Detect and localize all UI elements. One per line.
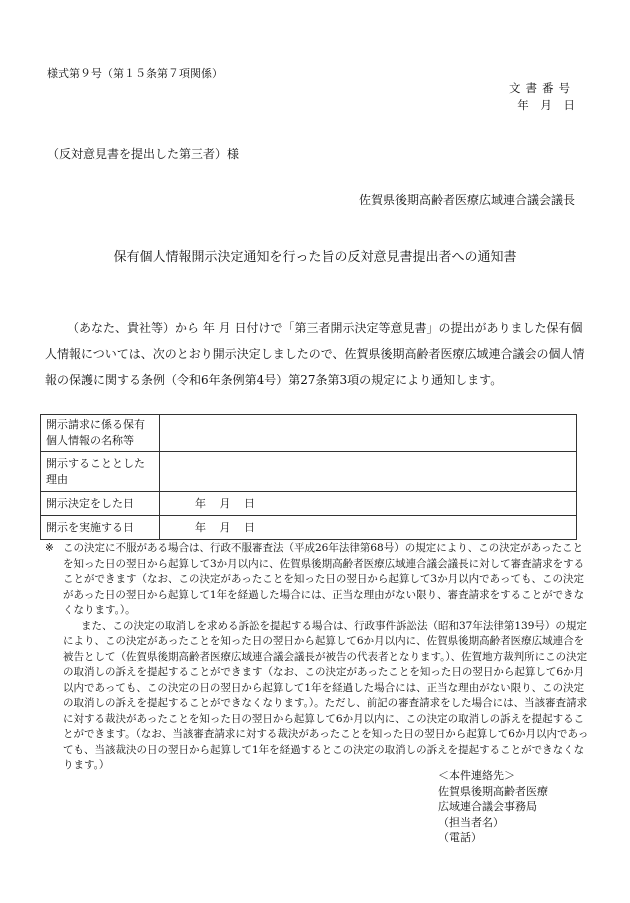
form-number: 様式第９号（第１５条第７項関係） (47, 67, 223, 80)
contact-block (438, 768, 548, 846)
table-row (41, 516, 577, 540)
sender: 佐賀県後期高齢者医療広域連合議会議長 (358, 193, 575, 207)
contact-person: （担当者名） (438, 815, 504, 829)
document-title: 保有個人情報開示決定通知を行った旨の反対意見書提出者への通知書 (113, 250, 517, 265)
table-row (41, 415, 577, 452)
note-mark: ※ (45, 542, 54, 554)
disclosure-info-table (40, 414, 577, 540)
document-number-label: 文書番号 (509, 81, 575, 95)
row-value-decision-date: 年 月 日 (160, 492, 577, 516)
row-label-info-name: 開示請求に係る保有個人情報の名称等 (41, 415, 160, 452)
appeal-notice (45, 541, 590, 774)
contact-org-line2: 広域連合議会事務局 (438, 800, 537, 813)
appeal-notice-lawsuit: また、この決定の取消しを求める訴訟を提起する場合は、行政事件訴訟法（昭和37年法律第139号）の規定により、この決定があったことを知った日の翌日から起算して6か月以内に、佐賀県後期高齢者医療広域連合を被告として（佐賀県後期高齢者医療広域連合議会議長が被告の代表者となります。）、佐賀地方裁判所にこの決定の取消しの訴えを提起することができます（なお、この決定があったことを知った日の翌日から起算して6か月以内であっても、この決定の日の翌日から起算して1年を経過した場合には、正当な理由がない限り、この決定の取消しの訴えを提起することができなくなります。）。ただし、前記の審査請求をした場合には、当該審査請求に対する裁決があったことを知った日の翌日から起算して6か月以内に、この決定の取消しの訴えを提起することができます。（なお、当該審査請求に対する裁決があったことを知った日の翌日から起算して6か月以内であっても、当該裁決の日の翌日から起算して1年を経過するとこの決定の取消しの訴えを提起することができなくなります。） (63, 619, 589, 771)
row-label-implementation-date: 開示を実施する日 (41, 516, 160, 540)
table-row (41, 452, 577, 492)
row-value-reason (160, 452, 577, 492)
row-label-decision-date: 開示決定をした日 (41, 492, 160, 516)
row-value-info-name (160, 415, 577, 452)
table-row (41, 492, 577, 516)
contact-org-line1: 佐賀県後期高齢者医療 (438, 784, 548, 798)
addressee: （反対意見書を提出した第三者）様 (47, 147, 240, 161)
row-value-implementation-date: 年 月 日 (160, 516, 577, 540)
document-date-label: 年 月 日 (517, 98, 575, 112)
body-paragraph (45, 315, 590, 393)
contact-phone: （電話） (438, 831, 482, 844)
body-text: （あなた、貴社等）から 年 月 日付けで「第三者開示決定等意見書」の提出がありました保有個人情報については、次のとおり開示決定しましたので、佐賀県後期高齢者医療広域連合議会の個人情報の保護に関する条例（令和6年条例第4号）第27条第3項の規定により通知します。 (45, 321, 585, 387)
row-label-reason: 開示することとした理由 (41, 452, 160, 492)
appeal-notice-review: この決定に不服がある場合は、行政不服審査法（平成26年法律第68号）の規定により、この決定があったことを知った日の翌日から起算して3か月以内に、佐賀県後期高齢者医療広域連合議会議長に対して審査請求をすることができます（なお、この決定があったことを知った日の翌日から起算して3か月以内であっても、この決定があった日の翌日から起算して1年を経過した場合には、正当な理由がない限り、審査請求をすることができなくなります。）。 (63, 542, 585, 616)
contact-heading: ＜本件連絡先＞ (438, 769, 515, 782)
